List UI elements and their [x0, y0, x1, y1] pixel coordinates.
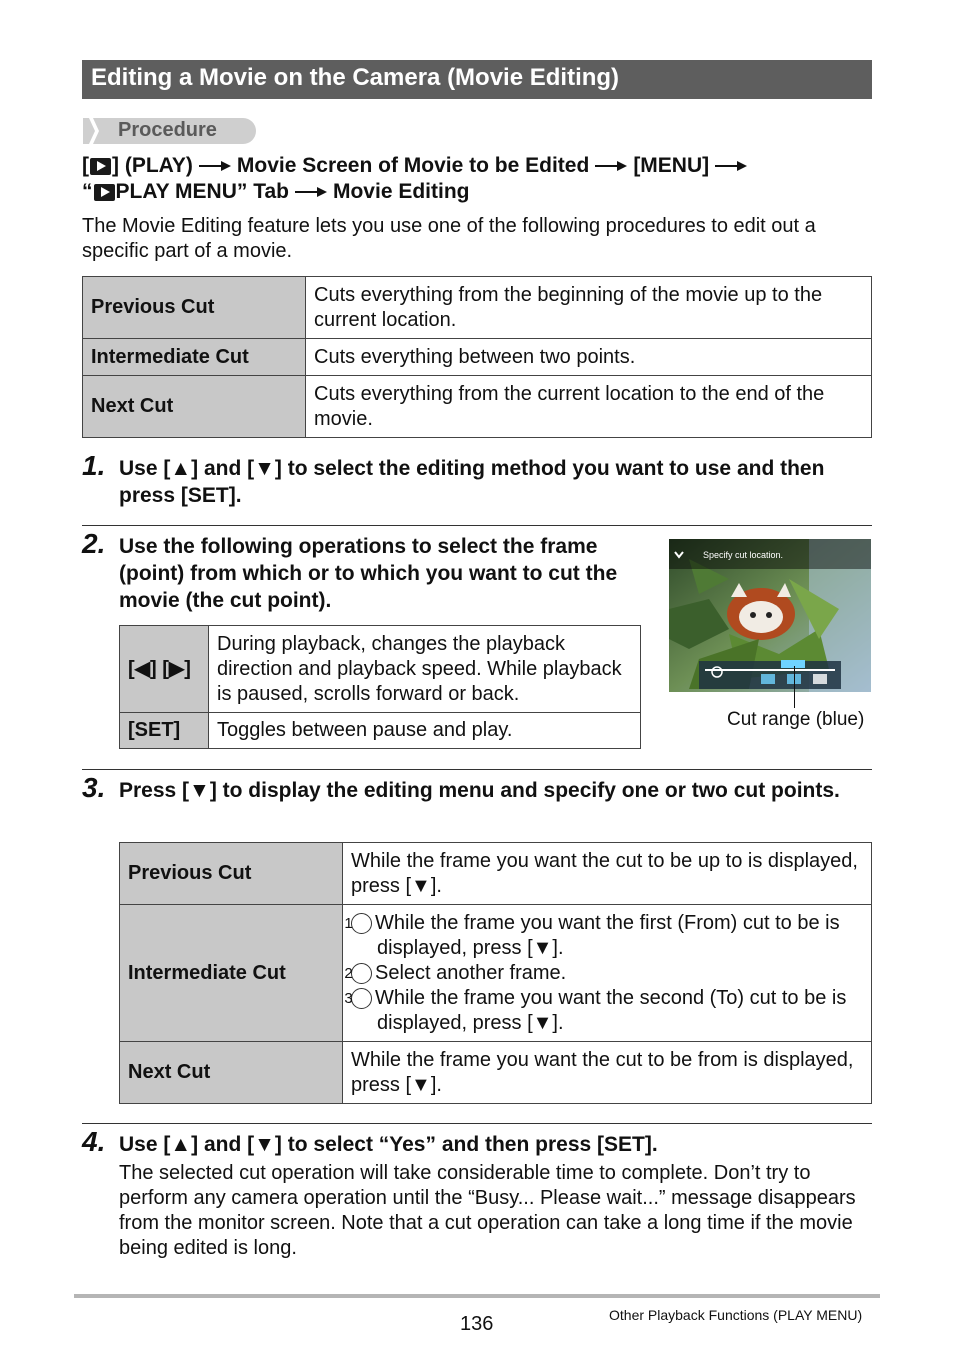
nav-path-line-1 — [82, 153, 872, 179]
procedure-label: Procedure — [118, 119, 217, 141]
method-name: Previous Cut — [83, 277, 306, 339]
nav-play: ] (PLAY) — [112, 154, 193, 178]
method-name: Previous Cut — [120, 843, 343, 905]
nav-quote: “ — [82, 180, 93, 204]
arrow-right-icon — [595, 160, 627, 172]
play-menu-icon — [94, 184, 115, 201]
section-title-bar — [82, 60, 872, 99]
operation-description: Toggles between pause and play. — [209, 713, 641, 749]
list-item — [344, 911, 863, 961]
table-row — [83, 376, 872, 438]
method-name: Intermediate Cut — [120, 905, 343, 1042]
method-name: Intermediate Cut — [83, 339, 306, 376]
list-item-text: Select another frame. — [375, 961, 567, 984]
step-number: 3. — [82, 772, 106, 803]
step-instruction: Use the following operations to select the frame (point) from which or to which you want to cut the movie (the cut point). — [119, 535, 618, 612]
step-number: 4. — [82, 1126, 106, 1157]
caption-pointer-line — [794, 666, 795, 708]
table-row — [120, 905, 872, 1042]
footer-rule — [74, 1294, 880, 1298]
nav-movie-screen: Movie Screen of Movie to be Edited — [236, 154, 590, 178]
list-item-text: While the frame you want the first (From) cut to be is displayed, press [▼]. — [375, 911, 840, 959]
table-row — [120, 626, 641, 713]
operation-key: [◀] [▶] — [120, 626, 209, 713]
camera-screen-photo — [669, 539, 871, 692]
arrow-right-icon — [715, 160, 747, 172]
red-panda-illustration — [669, 539, 871, 692]
nav-bracket-open: [ — [82, 154, 89, 178]
step-4-body: The selected cut operation will take considerable time to complete. Don’t try to perform any camera operation until the “Busy... Please wait...” message disappears from the monitor screen. Note that a cut operation can take a long time if the movie being edited is long. — [119, 1162, 856, 1259]
step-instruction: Press [▼] to display the editing menu and specify one or two cut points. — [119, 779, 840, 802]
footer-section-title: Other Playback Functions (PLAY MENU) — [609, 1307, 863, 1323]
step-circle-number: 1 — [351, 913, 372, 934]
list-item-text: While the frame you want the second (To) cut to be is displayed, press [▼]. — [375, 986, 847, 1034]
table-row — [83, 277, 872, 339]
edit-methods-table — [82, 276, 872, 438]
divider — [82, 525, 872, 526]
screen-overlay-text: Specify cut location. — [703, 550, 784, 560]
step-instruction: Use [▲] and [▼] to select “Yes” and then press [SET]. — [119, 1133, 658, 1156]
nav-menu: [MENU] — [633, 154, 710, 178]
cut-range-bar — [781, 660, 805, 668]
method-name: Next Cut — [83, 376, 306, 438]
table-row — [120, 843, 872, 905]
table-row — [120, 713, 641, 749]
table-row — [120, 1042, 872, 1104]
method-description: While the frame you want the cut to be up to is displayed, press [▼]. — [343, 843, 872, 905]
nav-path-line-2 — [82, 179, 872, 205]
method-steps — [343, 905, 872, 1042]
procedure-tag — [83, 118, 256, 144]
photo-caption: Cut range (blue) — [727, 709, 865, 730]
method-description: Cuts everything from the current location to the end of the movie. — [306, 376, 872, 438]
step-number: 1. — [82, 450, 106, 481]
operation-key: [SET] — [120, 713, 209, 749]
step-circle-number: 3 — [351, 988, 372, 1009]
table-row — [83, 339, 872, 376]
step-circle-number: 2 — [351, 963, 372, 984]
method-description: While the frame you want the cut to be from is displayed, press [▼]. — [343, 1042, 872, 1104]
method-description: Cuts everything from the beginning of the movie up to the current location. — [306, 277, 872, 339]
list-item — [344, 986, 863, 1036]
page-number: 136 — [460, 1313, 494, 1335]
cut-points-table — [119, 842, 872, 1104]
step-number: 2. — [82, 528, 106, 559]
play-mode-icon — [90, 158, 111, 175]
arrow-right-icon — [199, 160, 231, 172]
method-name: Next Cut — [120, 1042, 343, 1104]
operation-description: During playback, changes the playback direction and playback speed. While playback is paused, scrolls forward or back. — [209, 626, 641, 713]
nav-movie-editing: Movie Editing — [332, 180, 470, 204]
intro-paragraph: The Movie Editing feature lets you use one of the following procedures to edit out a specific part of a movie. — [82, 215, 816, 262]
divider — [82, 769, 872, 770]
step-instruction: Use [▲] and [▼] to select the editing method you want to use and then press [SET]. — [119, 457, 825, 507]
arrow-right-icon — [295, 186, 327, 198]
operations-table — [119, 625, 641, 749]
section-title: Editing a Movie on the Camera (Movie Editing) — [91, 64, 620, 91]
list-item — [344, 961, 863, 986]
nav-play-menu-tab: PLAY MENU” Tab — [115, 180, 289, 204]
divider — [82, 1123, 872, 1124]
method-description: Cuts everything between two points. — [306, 339, 872, 376]
